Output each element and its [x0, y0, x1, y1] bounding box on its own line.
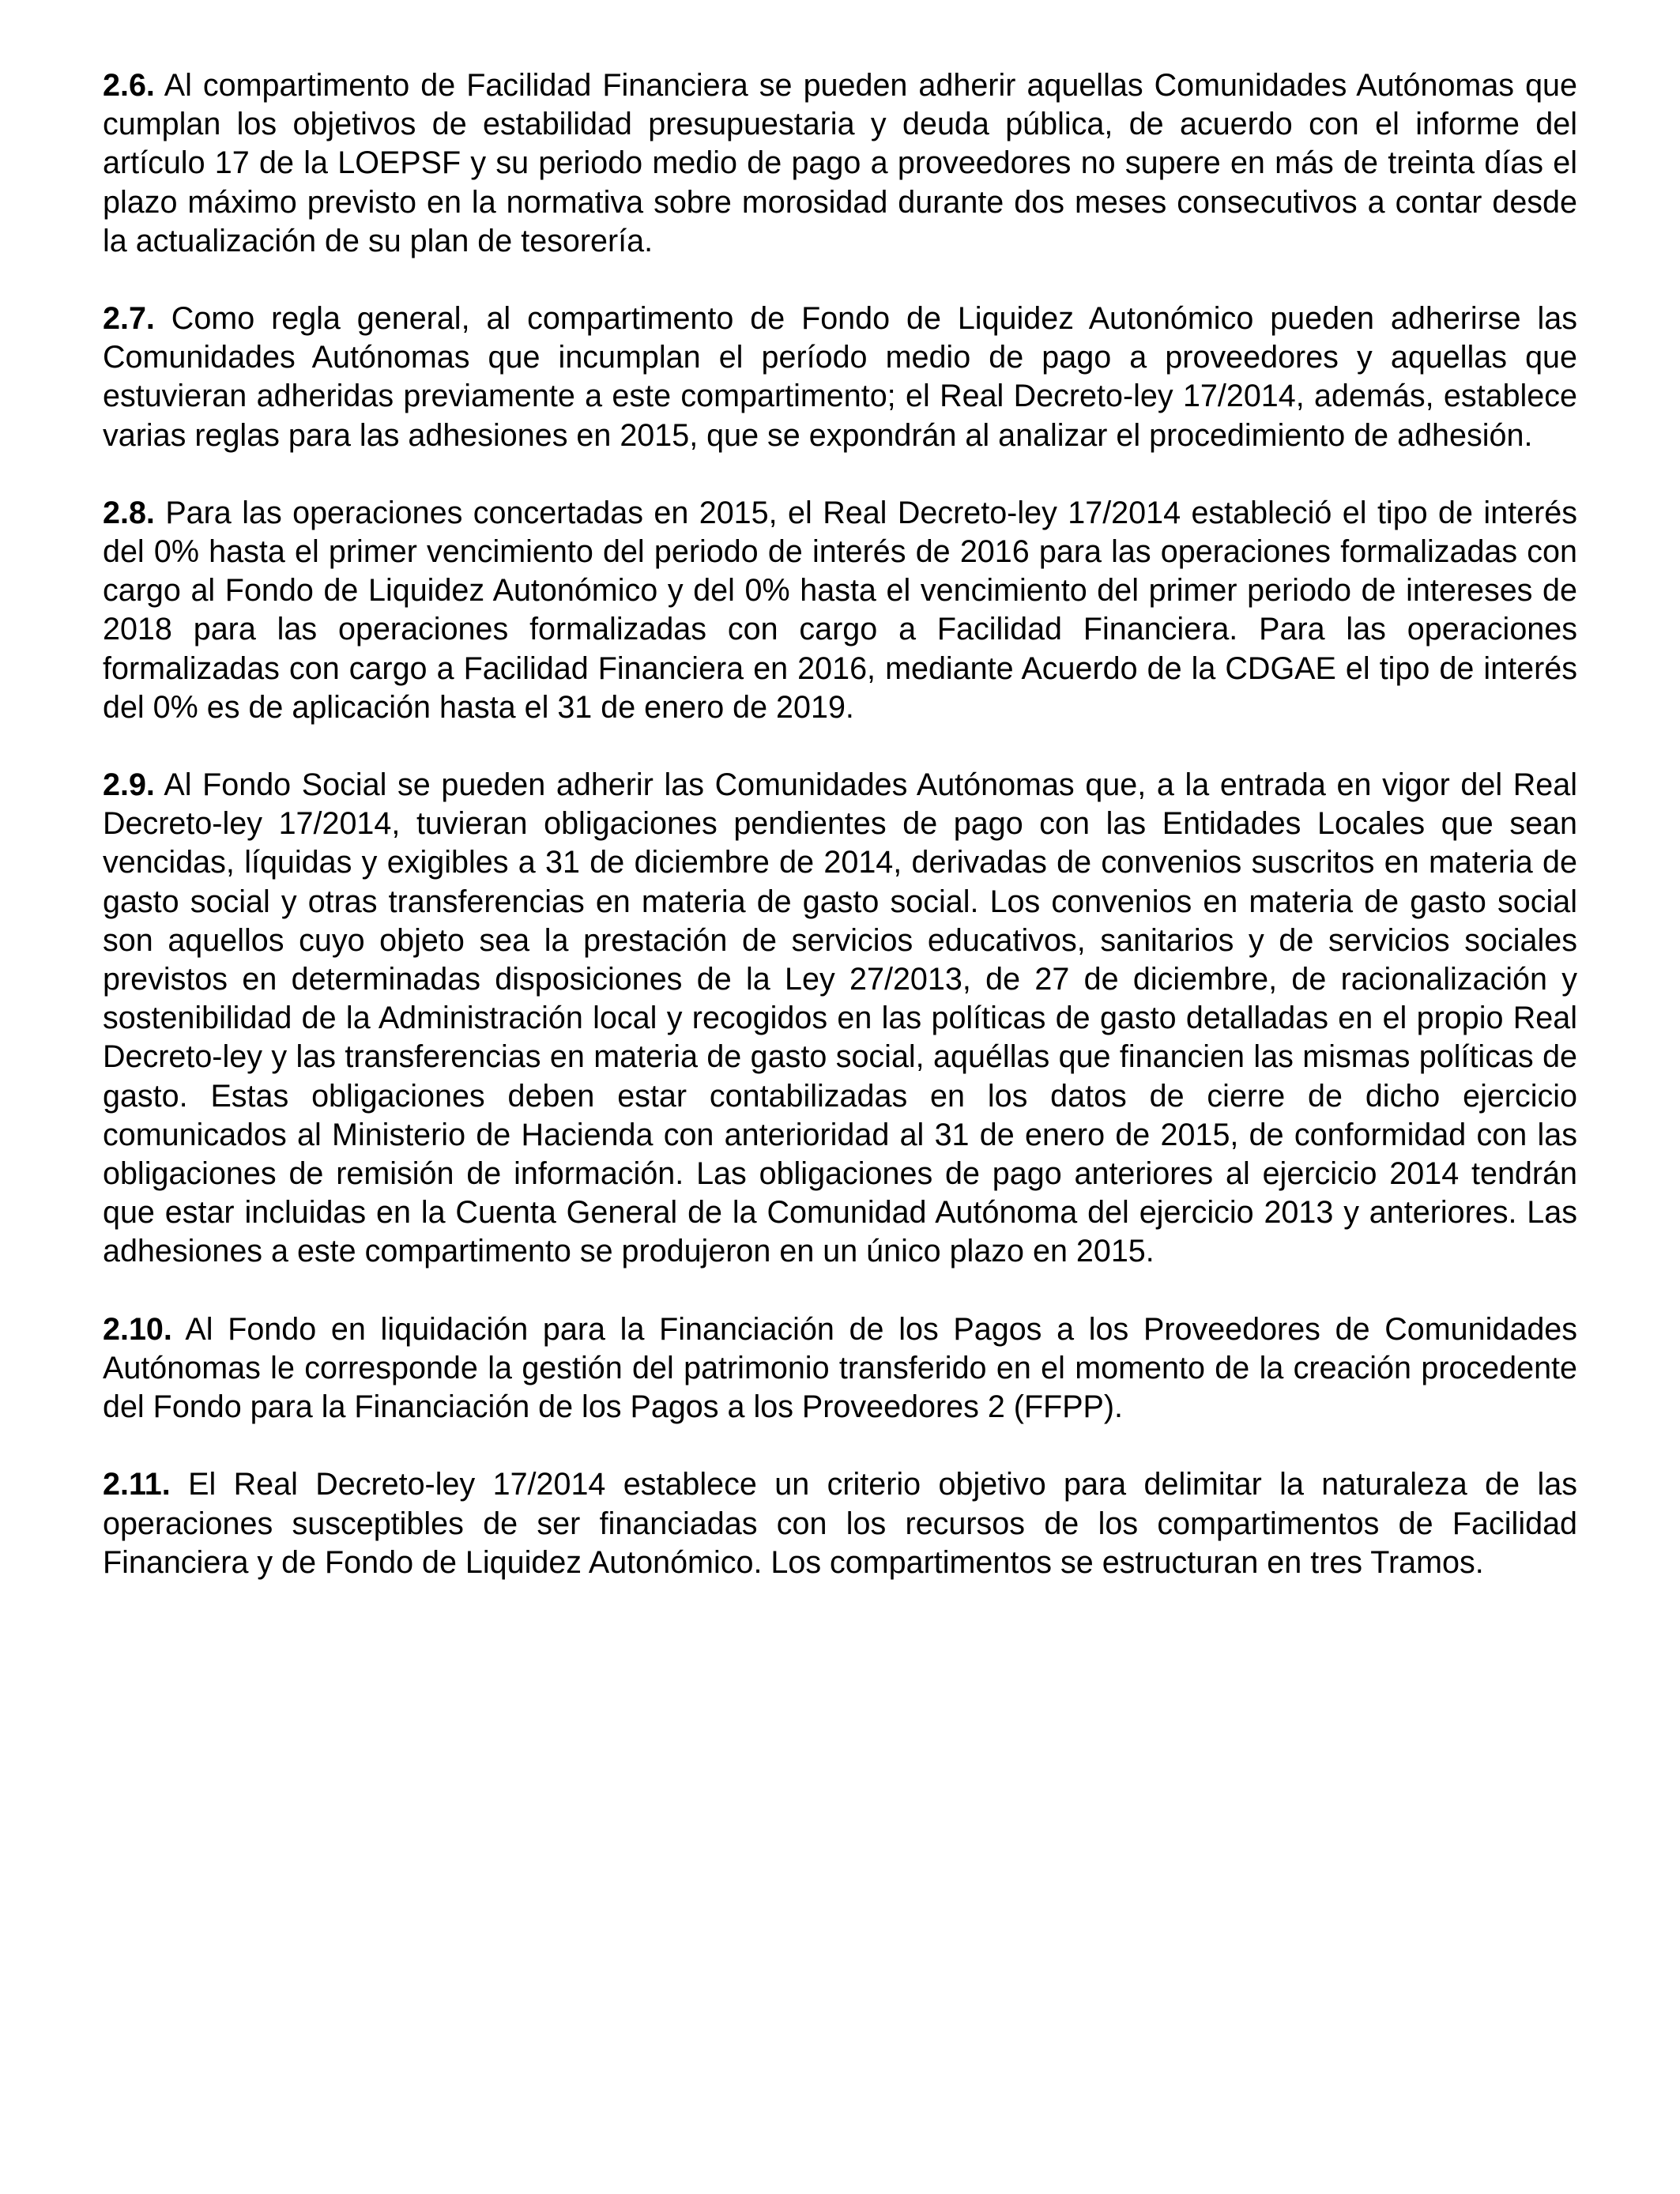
paragraph-number: 2.6. [103, 68, 155, 103]
paragraph-text: Al Fondo en liquidación para la Financiación de los Pagos a los Proveedores de Comunidades Autónomas le corresponde la gestión del patrimonio transferido en el momento de la creación procedente del Fondo para la Financiación de los Pagos a los Proveedores 2 (FFPP). [103, 1311, 1578, 1425]
paragraph-number: 2.7. [103, 301, 155, 337]
document-body [103, 66, 1577, 1621]
paragraph-2-11 [103, 1465, 1577, 1582]
paragraph-2-7 [103, 300, 1577, 455]
paragraph-number: 2.11. [103, 1467, 171, 1502]
paragraph-number: 2.9. [103, 767, 155, 803]
paragraph-text: Para las operaciones concertadas en 2015, el Real Decreto-ley 17/2014 estableció el tipo de interés del 0% hasta el primer vencimiento del periodo de interés de 2016 para las operaciones formalizadas con cargo al Fondo de Liquidez Autonómico y del 0% hasta el vencimiento del primer periodo de intereses de 2018 para las operaciones formalizadas con cargo a Facilidad Financiera. Para las operaciones formalizadas con cargo a Facilidad Financiera en 2016, mediante Acuerdo de la CDGAE el tipo de interés del 0% es de aplicación hasta el 31 de enero de 2019. [103, 495, 1577, 725]
paragraph-2-9 [103, 766, 1577, 1272]
paragraph-number: 2.10. [103, 1311, 172, 1347]
paragraph-number: 2.8. [103, 495, 155, 530]
paragraph-text: Al Fondo Social se pueden adherir las Comunidades Autónomas que, a la entrada en vigor del Real Decreto-ley 17/2014, tuvieran obligaciones pendientes de pago con las Entidades Locales que sean vencidas, líquidas y exigibles a 31 de diciembre de 2014, derivadas de convenios suscritos en materia de gasto social y otras transferencias en materia de gasto social. Los convenios en materia de gasto social son aquellos cuyo objeto sea la prestación de servicios educativos, sanitarios y de servicios sociales previstos en determinadas disposiciones de la Ley 27/2013, de 27 de diciembre, de racionalización y sostenibilidad de la Administración local y recogidos en las políticas de gasto detalladas en el propio Real Decreto-ley y las transferencias en materia de gasto social, aquéllas que financien las mismas políticas de gasto. Estas obligaciones deben estar contabilizadas en los datos de cierre de dicho ejercicio comunicados al Ministerio de Hacienda con anterioridad al 31 de enero de 2015, de conformidad con las obligaciones de remisión de información. Las obligaciones de pago anteriores al ejercicio 2014 tendrán que estar incluidas en la Cuenta General de la Comunidad Autónoma del ejercicio 2013 y anteriores. Las adhesiones a este compartimento se produjeron en un único plazo en 2015. [103, 767, 1577, 1269]
paragraph-2-6 [103, 66, 1577, 261]
paragraph-text: El Real Decreto-ley 17/2014 establece un criterio objetivo para delimitar la naturaleza de las operaciones susceptibles de ser financiadas con los recursos de los compartimentos de Facilidad Financiera y de Fondo de Liquidez Autonómico. Los compartimentos se estructuran en tres Tramos. [103, 1467, 1577, 1580]
paragraph-text: Como regla general, al compartimento de Fondo de Liquidez Autonómico pueden adherirse las Comunidades Autónomas que incumplan el período medio de pago a proveedores y aquellas que estuvieran adheridas previamente a este compartimento; el Real Decreto-ley 17/2014, además, establece varias reglas para las adhesiones en 2015, que se expondrán al analizar el procedimiento de adhesión. [103, 301, 1577, 453]
paragraph-text: Al compartimento de Facilidad Financiera se pueden adherir aquellas Comunidades Autónomas que cumplan los objetivos de estabilidad presupuestaria y deuda pública, de acuerdo con el informe del artículo 17 de la LOEPSF y su periodo medio de pago a proveedores no supere en más de treinta días el plazo máximo previsto en la normativa sobre morosidad durante dos meses consecutivos a contar desde la actualización de su plan de tesorería. [103, 68, 1577, 258]
paragraph-2-8 [103, 494, 1577, 727]
paragraph-2-10 [103, 1310, 1577, 1427]
